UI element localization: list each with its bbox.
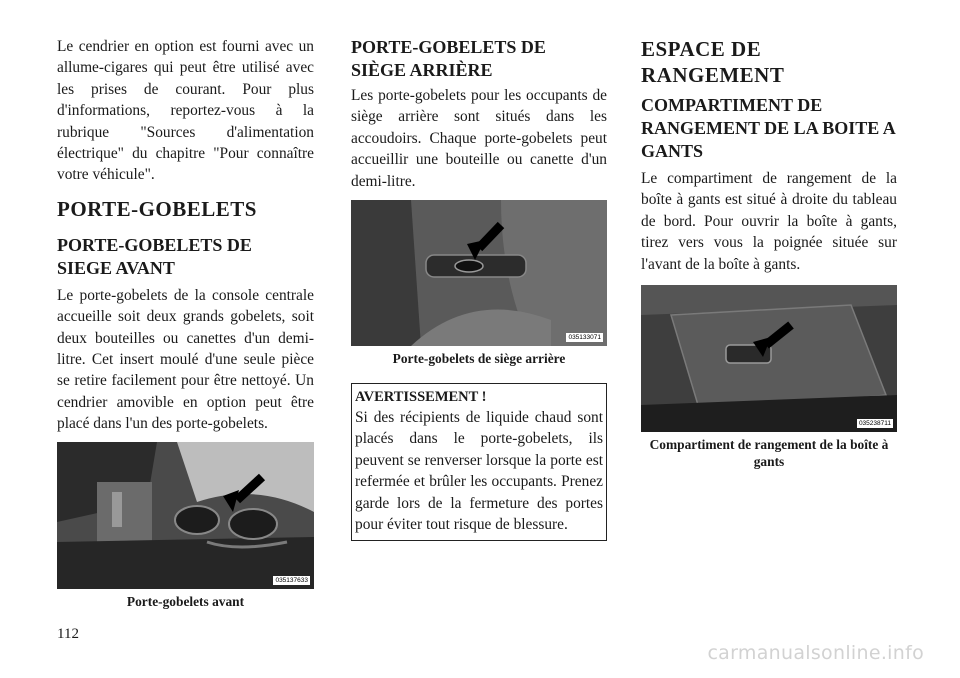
watermark: carmanualsonline.info <box>707 642 924 664</box>
glovebox-photo <box>641 285 897 432</box>
cupholders-heading: PORTE-GOBELETS <box>57 196 257 221</box>
front-seat-cupholders-subheading: PORTE-GOBELETS DE SIEGE AVANT <box>57 234 252 278</box>
ashtray-paragraph: Le cendrier en option est fourni avec un allume-cigares qui peut être utilisé avec les prises de courant. Pour plus d'informations, reportez-vous à la rubrique "Sources d'alimentation électrique" du chapitre "Pour connaître votre véhicule". <box>57 38 314 184</box>
figure-code: 035133071 <box>568 334 601 342</box>
column-right <box>641 36 897 470</box>
figure-code: 035238711 <box>858 420 891 428</box>
front-cupholders-paragraph: Le porte-gobelets de la console centrale accueille soit deux grands gobelets, soit deux bouteilles ou canettes d'un demi-litre. Cet insert moulé d'une seule pièce se retire facilement pour être nettoyé. Un cendrier amovible en option peut être placé dans l'un des porte-gobelets. <box>57 286 314 433</box>
front-cupholders-caption: Porte-gobelets avant <box>126 593 245 609</box>
rear-cupholders-photo <box>351 200 607 346</box>
glovebox-illustration <box>641 285 897 432</box>
front-cupholders-photo <box>57 442 314 589</box>
warning-title: AVERTISSEMENT ! <box>355 389 487 406</box>
warning-box <box>351 383 607 541</box>
glovebox-subheading: COMPARTIMENT DE RANGEMENT DE LA BOITE A GANTS <box>641 95 895 161</box>
warning-text: Si des récipients de liquide chaud sont placés dans le porte-gobelets, ils peuvent se renverser lorsque la porte est refermée et brûler les occupants. Prenez garde lors de la fermeture des portes pour éviter tout risque de blessure. <box>355 409 603 534</box>
storage-heading: ESPACE DE RANGEMENT <box>641 37 785 87</box>
glovebox-caption: Compartiment de rangement de la boîte à gants <box>649 437 889 470</box>
rear-cupholders-caption: Porte-gobelets de siège arrière <box>392 351 566 367</box>
rear-seat-cupholders-heading: PORTE-GOBELETS DE SIÈGE ARRIÈRE <box>351 37 546 80</box>
page-number: 112 <box>57 626 79 642</box>
column-middle <box>351 36 607 541</box>
glovebox-paragraph: Le compartiment de rangement de la boîte à gants est situé à droite du tableau de bord. Pour ouvrir la boîte à gants, tirez vers vous la poignée située sur l'avant de la boîte à gants. <box>641 170 897 273</box>
figure-code: 035137633 <box>275 576 308 584</box>
rear-cupholders-illustration <box>351 200 607 346</box>
rear-cupholders-paragraph: Les porte-gobelets pour les occupants de siège arrière sont situés dans les accoudoirs. Chaque porte-gobelets peut accueillir une bouteille ou canette d'un demi-litre. <box>351 87 607 190</box>
front-cupholders-illustration <box>57 442 314 589</box>
column-left <box>57 36 314 610</box>
